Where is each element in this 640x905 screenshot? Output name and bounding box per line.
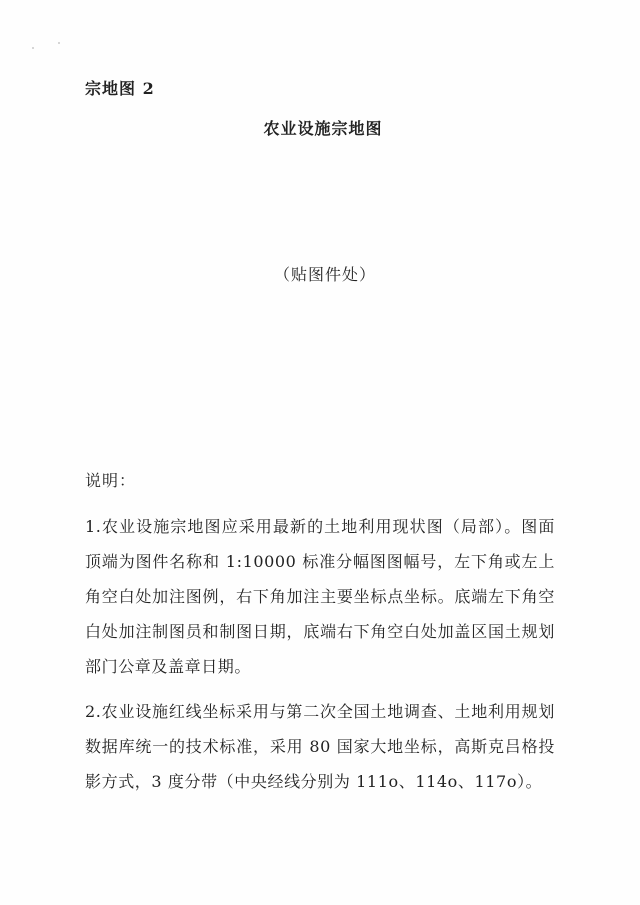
notes-section (85, 468, 555, 809)
note-paragraph-1: 1.农业设施宗地图应采用最新的土地利用现状图（局部）。图面顶端为图件名称和 1:10000 标准分幅图图幅号，左下角或左上角空白处加注图例，右下角加注主要坐标点坐标。底端左下角空白处加注制图员和制图日期，底端右下角空白处加盖区国土规划部门公章及盖章日期。 (85, 517, 555, 676)
figure-label: 宗地图 2 (85, 79, 155, 98)
document-title: 农业设施宗地图 (263, 119, 383, 138)
note-paragraph-2: 2.农业设施红线坐标采用与第二次全国土地调查、土地利用规划数据库统一的技术标准，采用 80 国家大地坐标，高斯克吕格投影方式，3 度分带（中央经线分别为 111o、114o、117o）。 (85, 702, 555, 791)
image-placeholder-text: （贴图件处） (273, 265, 376, 284)
notes-heading: 说明： (85, 471, 137, 490)
scan-speck (58, 42, 60, 44)
scan-speck (32, 47, 34, 49)
